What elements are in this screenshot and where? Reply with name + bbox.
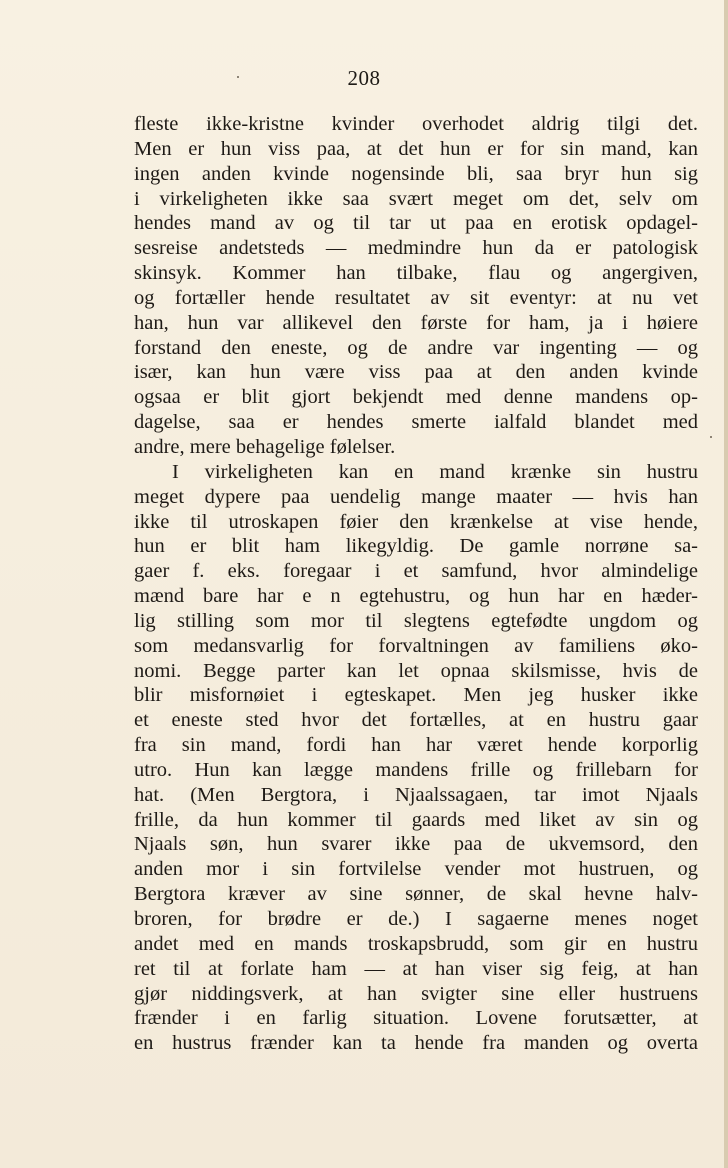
text-line: hun er blit ham likegyldig. De gamle norrøne sa- (134, 535, 698, 558)
text-line: nomi. Begge parter kan let opnaa skilsmisse, hvis de (134, 659, 698, 682)
page-edge (724, 0, 728, 1168)
text-line: utro. Hun kan lægge mandens frille og frillebarn for (134, 758, 698, 781)
text-line: og fortæller hende resultatet av sit eventyr: at nu vet (134, 286, 698, 309)
text-line: forstand den eneste, og de andre var ingenting — og (134, 336, 698, 359)
text-line: meget dypere paa uendelig mange maater — hvis han (134, 485, 698, 508)
text-line: mænd bare har e n egtehustru, og hun har en hæder- (134, 585, 698, 608)
text-line: broren, for brødre er de.) I sagaerne menes noget (134, 908, 698, 930)
text-line: lig stilling som mor til slegtens egtefødte ungdom og (134, 609, 698, 632)
text-line: anden mor i sin fortvilelse vender mot hustruen, og (134, 858, 698, 881)
text-line: hendes mand av og til tar ut paa en erotisk opdagel- (134, 212, 698, 235)
text-line: andet med en mands troskapsbrudd, som gir en hustru (134, 932, 698, 955)
text-line: ret til at forlate ham — at han viser sig feig, at han (134, 957, 698, 980)
body-text (134, 112, 698, 1056)
paragraph-start-line: I virkeligheten kan en mand krænke sin hustru (172, 460, 698, 483)
text-line: frænder i en farlig situation. Lovene forutsætter, at (134, 1007, 698, 1030)
text-line: dagelse, saa er hendes smerte ialfald blandet med (134, 411, 698, 434)
text-line: sesreise andetsteds — medmindre hun da er patologisk (134, 237, 698, 260)
text-line: gjør niddingsverk, at han svigter sine eller hustruens (134, 982, 698, 1005)
text-line: gaer f. eks. foregaar i et samfund, hvor almindelige (134, 560, 698, 583)
page-number: 208 (347, 66, 381, 90)
text-line: ikke til utroskapen føier den krænkelse at vise hende, (134, 510, 698, 533)
text-line: han, hun var allikevel den første for ham, ja i høiere (134, 311, 698, 334)
text-line: en hustrus frænder kan ta hende fra manden og overta (134, 1032, 698, 1055)
text-line: andre, mere behagelige følelser. (134, 435, 396, 458)
text-line: skinsyk. Kommer han tilbake, flau og angergiven, (134, 262, 698, 285)
text-line: blir misfornøiet i egteskapet. Men jeg husker ikke (134, 684, 698, 707)
text-line: fleste ikke-kristne kvinder overhodet aldrig tilgi det. (134, 113, 698, 135)
text-line: Bergtora kræver av sine sønner, de skal hevne halv- (134, 883, 698, 906)
text-line: et eneste sted hvor det fortælles, at en hustru gaar (134, 709, 698, 732)
text-line: Njaals søn, hun svarer ikke paa de ukvemsord, den (134, 833, 698, 856)
text-line: i virkeligheten ikke saa svært meget om det, selv om (134, 187, 698, 210)
text-line: hat. (Men Bergtora, i Njaalssagaen, tar imot Njaals (134, 783, 698, 806)
paper-speck (710, 436, 712, 438)
text-line: frille, da hun kommer til gaards med liket av sin og (134, 808, 698, 831)
text-line: ogsaa er blit gjort bekjendt med denne mandens op- (134, 386, 698, 409)
text-line: ingen anden kvinde nogensinde bli, saa bryr hun sig (134, 162, 698, 185)
text-line: Men er hun viss paa, at det hun er for sin mand, kan (134, 137, 698, 160)
text-line: fra sin mand, fordi han har været hende korporlig (134, 734, 698, 757)
text-line: som medansvarlig for forvaltningen av familiens øko- (134, 634, 698, 657)
text-line: især, kan hun være viss paa at den anden kvinde (134, 361, 698, 384)
